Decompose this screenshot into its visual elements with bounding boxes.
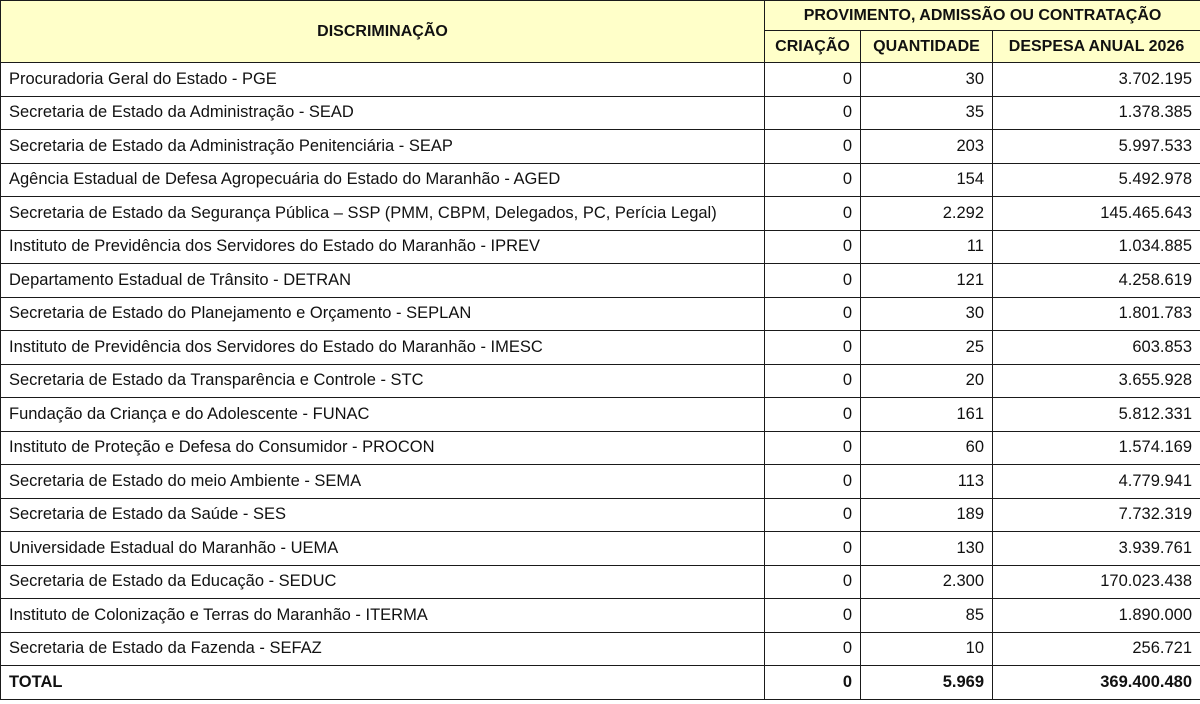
row-despesa: 1.890.000 [993,599,1200,633]
row-despesa: 7.732.319 [993,498,1200,532]
row-criacao: 0 [765,63,861,97]
row-criacao: 0 [765,599,861,633]
row-despesa: 5.997.533 [993,130,1200,164]
row-quantidade: 30 [861,63,993,97]
row-name: Secretaria de Estado do meio Ambiente - SEMA [1,465,765,499]
row-despesa: 3.702.195 [993,63,1200,97]
row-name: Instituto de Previdência dos Servidores do Estado do Maranhão - IMESC [1,331,765,365]
row-criacao: 0 [765,130,861,164]
row-despesa: 145.465.643 [993,197,1200,231]
table-row [1,230,1200,264]
row-name: Instituto de Colonização e Terras do Maranhão - ITERMA [1,599,765,633]
row-quantidade: 203 [861,130,993,164]
row-quantidade: 35 [861,96,993,130]
row-criacao: 0 [765,297,861,331]
row-criacao: 0 [765,96,861,130]
row-despesa: 4.258.619 [993,264,1200,298]
row-name: Instituto de Previdência dos Servidores do Estado do Maranhão - IPREV [1,230,765,264]
row-criacao: 0 [765,331,861,365]
row-criacao: 0 [765,498,861,532]
row-quantidade: 130 [861,532,993,566]
row-criacao: 0 [765,565,861,599]
header-group: PROVIMENTO, ADMISSÃO OU CONTRATAÇÃO [765,1,1200,31]
row-name: Departamento Estadual de Trânsito - DETRAN [1,264,765,298]
row-name: Agência Estadual de Defesa Agropecuária do Estado do Maranhão - AGED [1,163,765,197]
row-name: Secretaria de Estado da Administração Penitenciária - SEAP [1,130,765,164]
total-row [1,666,1200,700]
row-quantidade: 60 [861,431,993,465]
row-name: Secretaria de Estado da Segurança Pública – SSP (PMM, CBPM, Delegados, PC, Perícia Legal) [1,197,765,231]
row-criacao: 0 [765,163,861,197]
table-row [1,96,1200,130]
row-name: Fundação da Criança e do Adolescente - FUNAC [1,398,765,432]
row-criacao: 0 [765,632,861,666]
total-quantidade: 5.969 [861,666,993,700]
row-quantidade: 154 [861,163,993,197]
table-row [1,465,1200,499]
row-despesa: 5.812.331 [993,398,1200,432]
header-criacao: CRIAÇÃO [765,31,861,63]
row-quantidade: 20 [861,364,993,398]
row-despesa: 4.779.941 [993,465,1200,499]
row-despesa: 256.721 [993,632,1200,666]
total-label: TOTAL [1,666,765,700]
table-row [1,599,1200,633]
row-quantidade: 161 [861,398,993,432]
table-row [1,264,1200,298]
row-quantidade: 189 [861,498,993,532]
table-row [1,498,1200,532]
row-despesa: 1.034.885 [993,230,1200,264]
row-quantidade: 10 [861,632,993,666]
row-despesa: 170.023.438 [993,565,1200,599]
row-criacao: 0 [765,431,861,465]
row-quantidade: 121 [861,264,993,298]
row-name: Secretaria de Estado do Planejamento e Orçamento - SEPLAN [1,297,765,331]
row-despesa: 1.574.169 [993,431,1200,465]
row-criacao: 0 [765,264,861,298]
row-name: Secretaria de Estado da Educação - SEDUC [1,565,765,599]
row-criacao: 0 [765,197,861,231]
table-row [1,63,1200,97]
table-row [1,565,1200,599]
total-criacao: 0 [765,666,861,700]
row-name: Secretaria de Estado da Fazenda - SEFAZ [1,632,765,666]
row-name: Secretaria de Estado da Transparência e Controle - STC [1,364,765,398]
row-quantidade: 85 [861,599,993,633]
total-despesa: 369.400.480 [993,666,1200,700]
table-row [1,431,1200,465]
row-despesa: 5.492.978 [993,163,1200,197]
row-criacao: 0 [765,398,861,432]
table-row [1,163,1200,197]
row-quantidade: 30 [861,297,993,331]
table-body [1,63,1200,700]
row-despesa: 3.655.928 [993,364,1200,398]
row-quantidade: 2.292 [861,197,993,231]
table-row [1,130,1200,164]
table-row [1,532,1200,566]
row-despesa: 1.801.783 [993,297,1200,331]
row-criacao: 0 [765,465,861,499]
row-quantidade: 113 [861,465,993,499]
row-criacao: 0 [765,230,861,264]
row-despesa: 3.939.761 [993,532,1200,566]
table-row [1,364,1200,398]
header-discriminacao: DISCRIMINAÇÃO [1,1,765,63]
row-despesa: 603.853 [993,331,1200,365]
table-row [1,632,1200,666]
table-row [1,297,1200,331]
row-name: Instituto de Proteção e Defesa do Consumidor - PROCON [1,431,765,465]
row-name: Procuradoria Geral do Estado - PGE [1,63,765,97]
row-name: Universidade Estadual do Maranhão - UEMA [1,532,765,566]
row-name: Secretaria de Estado da Saúde - SES [1,498,765,532]
row-name: Secretaria de Estado da Administração - SEAD [1,96,765,130]
header-despesa: DESPESA ANUAL 2026 [993,31,1200,63]
table-row [1,398,1200,432]
row-criacao: 0 [765,532,861,566]
row-quantidade: 11 [861,230,993,264]
row-criacao: 0 [765,364,861,398]
table-row [1,331,1200,365]
row-despesa: 1.378.385 [993,96,1200,130]
table-row [1,197,1200,231]
header-quantidade: QUANTIDADE [861,31,993,63]
row-quantidade: 25 [861,331,993,365]
row-quantidade: 2.300 [861,565,993,599]
